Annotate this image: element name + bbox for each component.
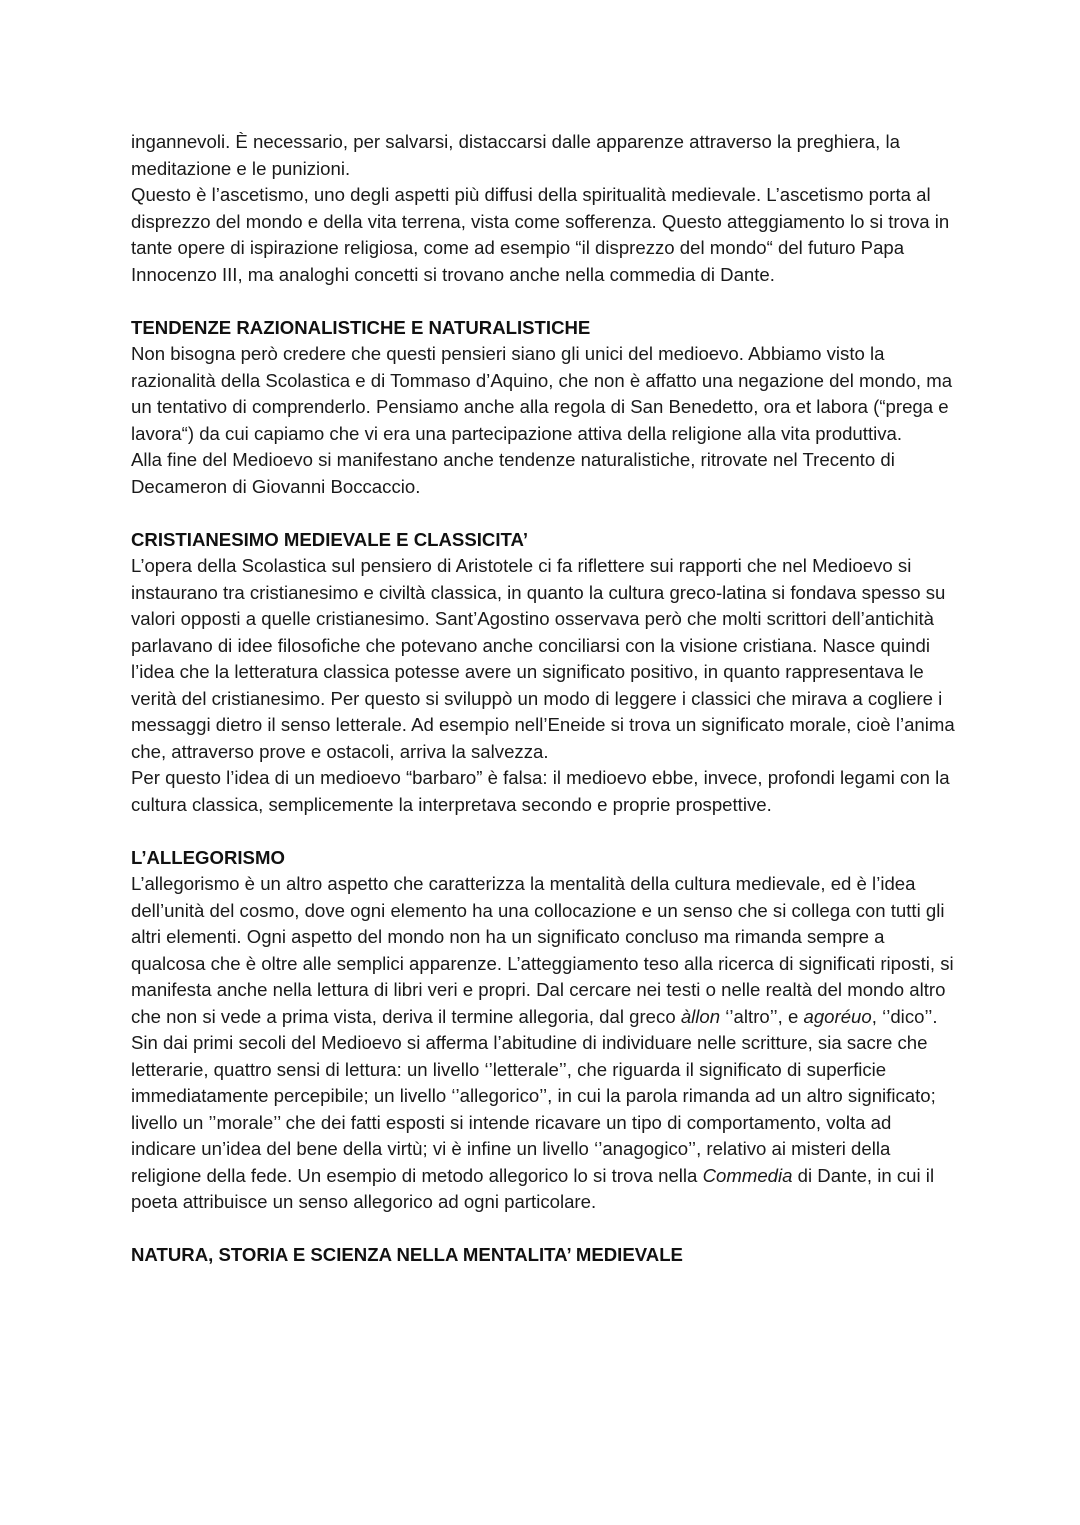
section-allegorismo-paragraph-1 [131, 871, 961, 1030]
intro-paragraph-1: ingannevoli. È necessario, per salvarsi, distaccarsi dalle apparenze attraverso la preghiera, la meditazione e le punizioni. [131, 131, 900, 179]
greek-term-allon: àllon [680, 1005, 721, 1027]
spacer [131, 1216, 961, 1243]
section-heading-razionalistiche: TENDENZE RAZIONALISTICHE E NATURALISTICHE [131, 316, 591, 338]
text-run: ‘’altro’’, e [720, 1005, 804, 1027]
section-razionalistiche-paragraph-2: Alla fine del Medioevo si manifestano anche tendenze naturalistiche, ritrovate nel Trecento di Decameron di Giovanni Boccaccio. [131, 449, 895, 497]
section-allegorismo-paragraph-2 [131, 1030, 961, 1216]
section-heading-allegorismo: L’ALLEGORISMO [131, 846, 285, 868]
section-classicita-paragraph-2: Per questo l’idea di un medioevo “barbaro” è falsa: il medioevo ebbe, invece, profondi legami con la cultura classica, semplicemente la interpretava secondo e proprie prospettive. [131, 767, 950, 815]
intro-paragraph-2: Questo è l’ascetismo, uno degli aspetti più diffusi della spiritualità medievale. L’ascetismo porta al disprezzo del mondo e della vita terrena, vista come sofferenza. Questo atteggiamento lo si trova in tante opere di ispirazione religiosa, come ad esempio “il disprezzo del mondo“ del futuro Papa Innocenzo III, ma analoghi concetti si trovano anche nella commedia di Dante. [131, 184, 950, 285]
text-run: Sin dai primi secoli del Medioevo si afferma l’abitudine di individuare nelle scritture, sia sacre che letterarie, quattro sensi di lettura: un livello ‘’letterale’’, che riguarda il significato di superficie immediatamente percepibile; un livello ‘’allegorico’’, in cui la parola rimanda ad un altro significato; livello un ’’morale’’ che dei fatti esposti si intende ricavare un tipo di comportamento, volta ad indicare un’idea del bene della virtù; vi è infine un livello ‘’anagogico’’, relativo ai misteri della religione della fede. Un esempio di metodo allegorico lo si trova nella [131, 1032, 936, 1186]
section-razionalistiche-paragraph-1: Non bisogna però credere che questi pensieri siano gli unici del medioevo. Abbiamo visto la razionalità della Scolastica e di Tommaso d’Aquino, che non è affatto una negazione del mondo, ma un tentativo di comprenderlo. Pensiamo anche alla regola di San Benedetto, ora et labora (“prega e lavora“) da cui capiamo che vi era una partecipazione attiva della religione alla vita produttiva. [131, 343, 953, 444]
greek-term-agoreuo: agoréuo [803, 1005, 872, 1027]
section-heading-natura-storia-scienza: NATURA, STORIA E SCIENZA NELLA MENTALITA’ MEDIEVALE [131, 1244, 683, 1265]
document-page [131, 129, 961, 1269]
section-classicita-paragraph-1: L’opera della Scolastica sul pensiero di Aristotele ci fa riflettere sui rapporti che nel Medioevo si instaurano tra cristianesimo e civiltà classica, in quanto la cultura greco-latina si fondava spesso su valori opposti a quelle cristianesimo. Sant’Agostino osservava però che molti scrittori dell’antichità parlavano di idee filosofiche che potevano anche conciliarsi con la visione cristiana. Nasce quindi l’idea che la letteratura classica potesse avere un significato positivo, in quanto rappresentava le verità del cristianesimo. Per questo si sviluppò un modo di leggere i classici che mirava a cogliere i messaggi dietro il senso letterale. Ad esempio nell’Eneide si trova un significato morale, cioè l’anima che, attraverso prove e ostacoli, arriva la salvezza. [131, 555, 955, 762]
text-run: L’allegorismo è un altro aspetto che caratterizza la mentalità della cultura medievale, ed è l’idea dell’unità del cosmo, dove ogni elemento ha una collocazione e un senso che si collega con tutti gli altri elementi. Ogni aspetto del mondo non ha un significato concluso ma rimanda sempre a qualcosa che è oltre alle semplici apparenze. L’atteggiamento teso alla ricerca di significati riposti, si manifesta anche nella lettura di libri veri e propri. Dal cercare nei testi o nelle realtà del mondo altro che non si vede a prima vista, deriva il termine allegoria, dal greco [131, 873, 954, 1027]
text-run: , ‘’dico’’. [871, 1005, 938, 1027]
spacer [131, 818, 961, 845]
spacer [131, 288, 961, 315]
spacer [131, 500, 961, 527]
text-run: di Dante, in cui il poeta attribuisce un senso allegorico ad ogni particolare. [131, 1164, 935, 1212]
section-heading-classicita: CRISTIANESIMO MEDIEVALE E CLASSICITA’ [131, 528, 529, 550]
work-title-commedia: Commedia [702, 1164, 793, 1186]
